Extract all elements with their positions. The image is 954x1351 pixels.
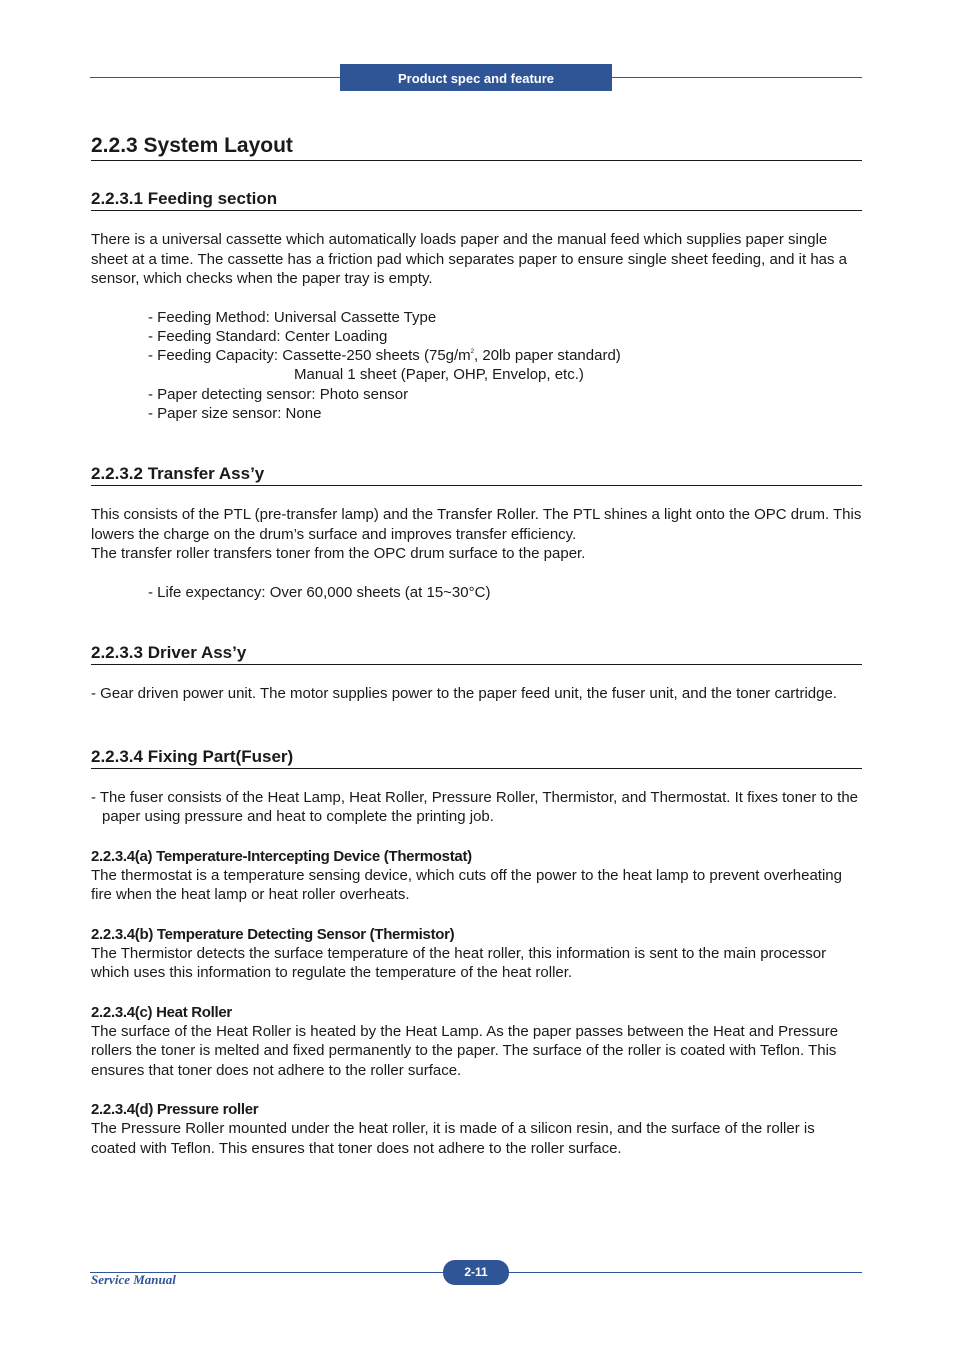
header-section-tab: Product spec and feature <box>340 64 612 91</box>
transfer-spec-list <box>91 583 862 602</box>
list-item: - Feeding Standard: Center Loading <box>148 327 388 345</box>
capacity-superscript: 2 <box>470 349 475 356</box>
footer-rule-right <box>508 1272 862 1273</box>
fuser-heading: 2.2.3.4 Fixing Part(Fuser) <box>91 746 862 769</box>
driver-heading: 2.2.3.3 Driver Ass’y <box>91 642 862 665</box>
heat-roller-body: The surface of the Heat Roller is heated by the Heat Lamp. As the paper passes between the Heat and Pressure rollers the toner is melted and fixed permanently to the paper. The surface of the roller is coated with Teflon. This ensures that toner does not adhere to the roller surface. <box>91 1022 839 1079</box>
page-content <box>91 132 862 1158</box>
thermostat-body: The thermostat is a temperature sensing device, which cuts off the power to the heat lamp to prevent overheating fire when the heat lamp or heat roller overheats. <box>91 866 842 904</box>
thermistor-heading: 2.2.3.4(b) Temperature Detecting Sensor (Thermistor) <box>91 925 455 943</box>
heat-roller-heading: 2.2.3.4(c) Heat Roller <box>91 1003 232 1021</box>
driver-body: - Gear driven power unit. The motor supplies power to the paper feed unit, the fuser unit, and the toner cartridge. <box>91 685 837 703</box>
transfer-heading: 2.2.3.2 Transfer Ass’y <box>91 463 862 486</box>
list-item: - Paper detecting sensor: Photo sensor <box>148 385 409 403</box>
feeding-spec-list <box>91 308 862 424</box>
transfer-body-2: The transfer roller transfers toner from the OPC drum surface to the paper. <box>91 545 586 563</box>
list-item-capacity <box>148 346 862 365</box>
page-title: 2.2.3 System Layout <box>91 132 862 161</box>
fuser-body: - The fuser consists of the Heat Lamp, Heat Roller, Pressure Roller, Thermistor, and Thermostat. It fixes toner to the paper using pressure and heat to complete the printing job. <box>91 788 859 826</box>
pressure-roller-heading: 2.2.3.4(d) Pressure roller <box>91 1101 259 1119</box>
header-rule-left <box>90 77 340 78</box>
list-item: - Feeding Method: Universal Cassette Type <box>148 308 437 326</box>
list-item: - Life expectancy: Over 60,000 sheets (at 15~30°C) <box>148 583 491 601</box>
feeding-body: There is a universal cassette which automatically loads paper and the manual feed which supplies paper single sheet at a time. The cassette has a friction pad which separates paper to ensure single sheet feeding, and it has a sensor, which checks when the paper tray is empty. <box>91 231 848 287</box>
list-item: - Paper size sensor: None <box>148 404 322 422</box>
list-item-continuation: Manual 1 sheet (Paper, OHP, Envelop, etc.) <box>294 366 584 384</box>
header-rule-right <box>612 77 862 78</box>
transfer-body-1: This consists of the PTL (pre-transfer lamp) and the Transfer Roller. The PTL shines a light onto the OPC drum. This lowers the charge on the drum’s surface and improves transfer efficiency. <box>91 506 862 543</box>
thermistor-body: The Thermistor detects the surface temperature of the heat roller, this information is sent to the main processor which uses this information to regulate the temperature of the heat roller. <box>91 944 827 982</box>
thermostat-heading: 2.2.3.4(a) Temperature-Intercepting Device (Thermostat) <box>91 847 472 865</box>
feeding-heading: 2.2.3.1 Feeding section <box>91 188 862 211</box>
pressure-roller-body: The Pressure Roller mounted under the heat roller, it is made of a silicon resin, and the surface of the roller is coated with Teflon. This ensures that toner does not adhere to the roller surface. <box>91 1120 815 1157</box>
page-number-badge: 2-11 <box>443 1260 509 1285</box>
capacity-prefix: - Feeding Capacity: Cassette-250 sheets (75g/m <box>148 347 471 365</box>
footer-manual-label: Service Manual <box>91 1272 176 1287</box>
capacity-suffix: , 20lb paper standard) <box>474 347 621 365</box>
